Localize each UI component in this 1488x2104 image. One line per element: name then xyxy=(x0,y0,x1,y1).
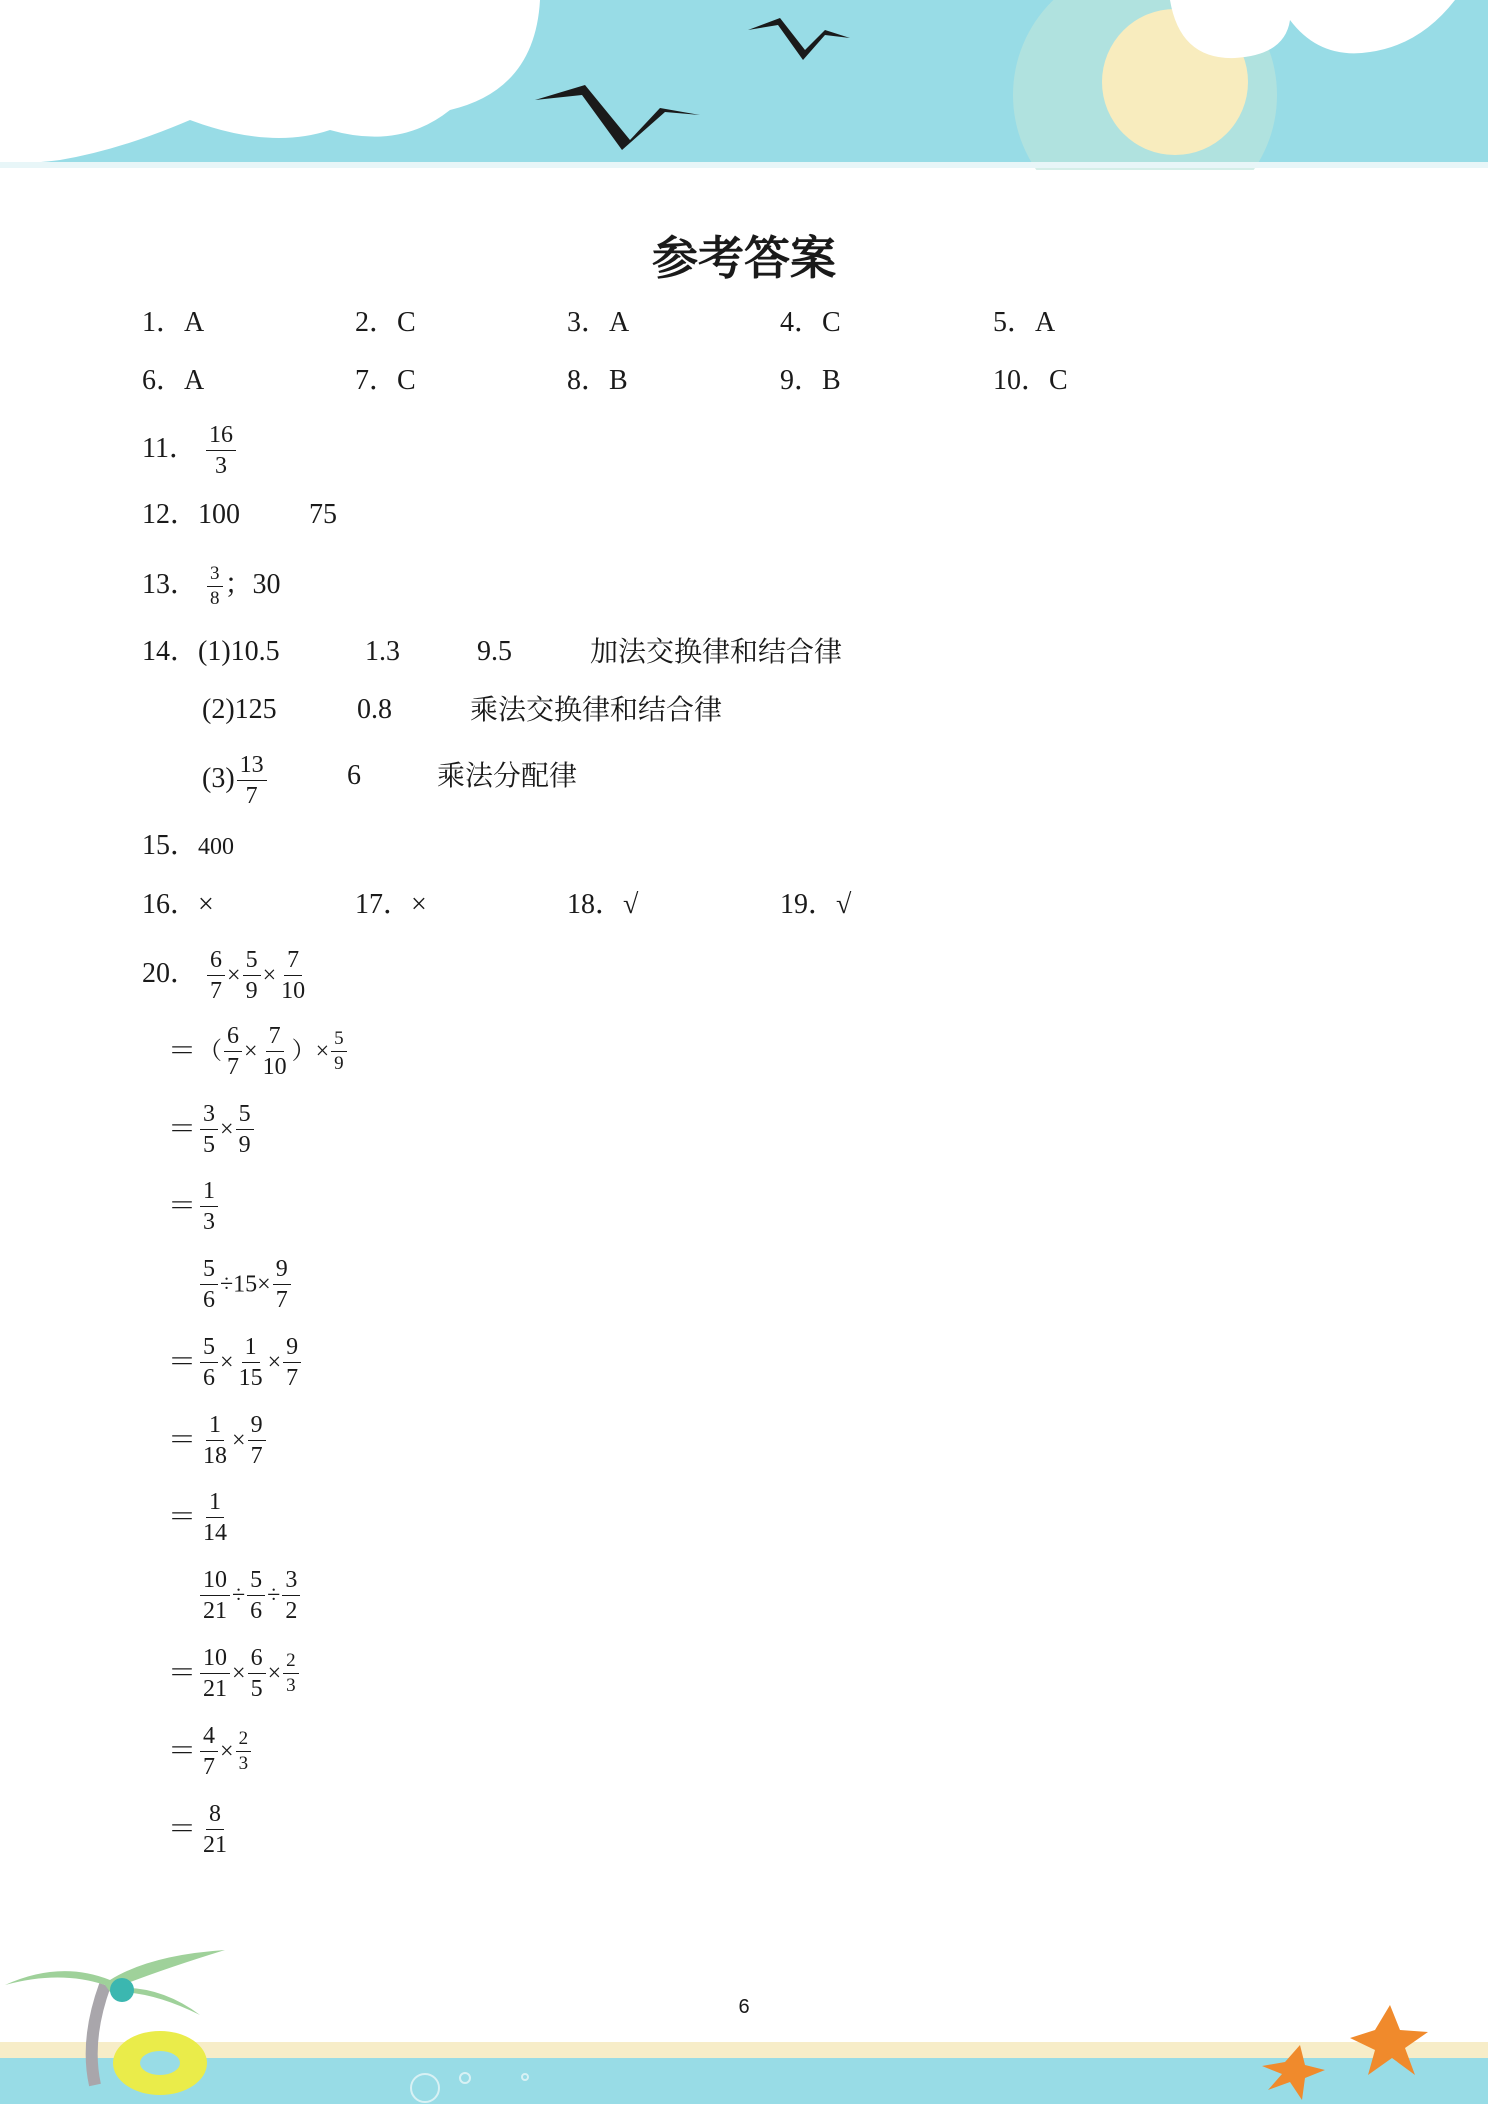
judgement-mark: √ xyxy=(623,889,639,920)
mc-answer xyxy=(567,305,629,341)
answer-choice: C xyxy=(822,307,841,338)
page-title: 参考答案 xyxy=(652,231,836,285)
judgement-mark: × xyxy=(198,889,214,920)
mc-answer xyxy=(993,305,1055,341)
question-number: 4． xyxy=(780,307,823,338)
answer-12: 12．100 75 xyxy=(142,499,338,530)
answer-choice: C xyxy=(397,307,416,338)
question-number: 17． xyxy=(355,889,412,920)
answer-20-result-2: ＝ $\frac{1}{14}$ xyxy=(168,1489,228,1546)
question-number: 9． xyxy=(780,365,823,396)
answer-14-part-2: (2)125 0.8 乘法交换律和结合律 xyxy=(202,693,723,726)
mc-answer xyxy=(780,363,841,399)
mc-answer xyxy=(355,363,416,399)
coconut-icon xyxy=(110,1978,134,2002)
answer-15: 15．400 xyxy=(142,830,235,861)
mc-answer xyxy=(142,363,204,399)
mc-answer xyxy=(142,305,204,341)
answer-13: 13． $\frac{3}{8}$ ；30 xyxy=(142,563,281,609)
answer-choice: C xyxy=(1049,365,1068,396)
answer-choice: B xyxy=(609,365,628,396)
mc-answer xyxy=(355,305,416,341)
mc-answer xyxy=(567,363,628,399)
question-number: 8． xyxy=(567,365,610,396)
sand-strip xyxy=(0,2042,1488,2058)
question-number: 16． xyxy=(142,889,199,920)
page-number: 6 xyxy=(738,1996,750,2018)
question-number: 2． xyxy=(355,307,398,338)
true-false-answer xyxy=(142,887,214,923)
answer-20-result-1: ＝ $\frac{1}{3}$ xyxy=(168,1176,220,1237)
true-false-answer xyxy=(780,887,851,923)
judgement-mark: × xyxy=(411,889,427,920)
answer-choice: A xyxy=(1035,307,1056,338)
answer-choice: C xyxy=(397,365,416,396)
answer-20-step-2: ＝ $\frac{3}{5}$ × $\frac{5}{9}$ xyxy=(168,1099,256,1160)
answer-choice: A xyxy=(184,307,205,338)
header-banner xyxy=(0,0,1488,170)
judgement-mark: √ xyxy=(836,889,852,920)
question-number: 18． xyxy=(567,889,624,920)
answer-20-step-1: ＝（ $\frac{6}{7}$ × $\frac{7}{10}$ ）× $\frac{5}{9}$ xyxy=(168,1021,349,1082)
answer-14-part-1: 14．(1)10.5 1.3 9.5 加法交换律和结合律 xyxy=(142,635,843,668)
answer-11: 11． $\frac{16}{3}$ xyxy=(142,420,238,481)
answer-choice: A xyxy=(184,365,205,396)
answer-20-result-3: ＝ $\frac{8}{21}$ xyxy=(168,1801,228,1858)
mc-answer xyxy=(993,363,1068,399)
answer-20-step-6: ＝ $\frac{4}{7}$ × $\frac{2}{3}$ xyxy=(168,1721,253,1782)
answer-20-expr-3: $\frac{10}{21}$ ÷ $\frac{5}{6}$ ÷ $\frac{3}{2}$ xyxy=(198,1565,302,1626)
true-false-answer xyxy=(355,887,427,923)
answer-20-step-4: ＝ $\frac{1}{18}$ × $\frac{9}{7}$ xyxy=(168,1410,268,1471)
answer-20-expr-2: $\frac{5}{6}$ ÷15× $\frac{9}{7}$ xyxy=(198,1254,293,1315)
footer-banner xyxy=(0,1930,1488,2104)
mc-answer xyxy=(780,305,841,341)
answer-choice: A xyxy=(609,307,630,338)
answer-choice: B xyxy=(822,365,841,396)
answer-14-part-3: (3) $\frac{13}{7}$ 6 乘法分配律 xyxy=(202,752,578,809)
sea-strip xyxy=(0,2058,1488,2104)
answer-20-expr-1: 20． $\frac{6}{7}$ × $\frac{5}{9}$ × $\frac{7}{10}$ xyxy=(142,947,306,1004)
true-false-answer xyxy=(567,887,638,923)
question-number: 3． xyxy=(567,307,610,338)
question-number: 19． xyxy=(780,889,837,920)
question-number: 7． xyxy=(355,365,398,396)
question-number: 6． xyxy=(142,365,185,396)
question-number: 10． xyxy=(993,365,1050,396)
question-number: 5． xyxy=(993,307,1036,338)
answer-20-step-5: ＝ $\frac{10}{21}$ × $\frac{6}{5}$ × $\frac{2}{3}$ xyxy=(168,1643,301,1704)
question-number: 1． xyxy=(142,307,185,338)
answer-20-step-3: ＝ $\frac{5}{6}$ × $\frac{1}{15}$ × $\frac{9}{7}$ xyxy=(168,1332,303,1393)
